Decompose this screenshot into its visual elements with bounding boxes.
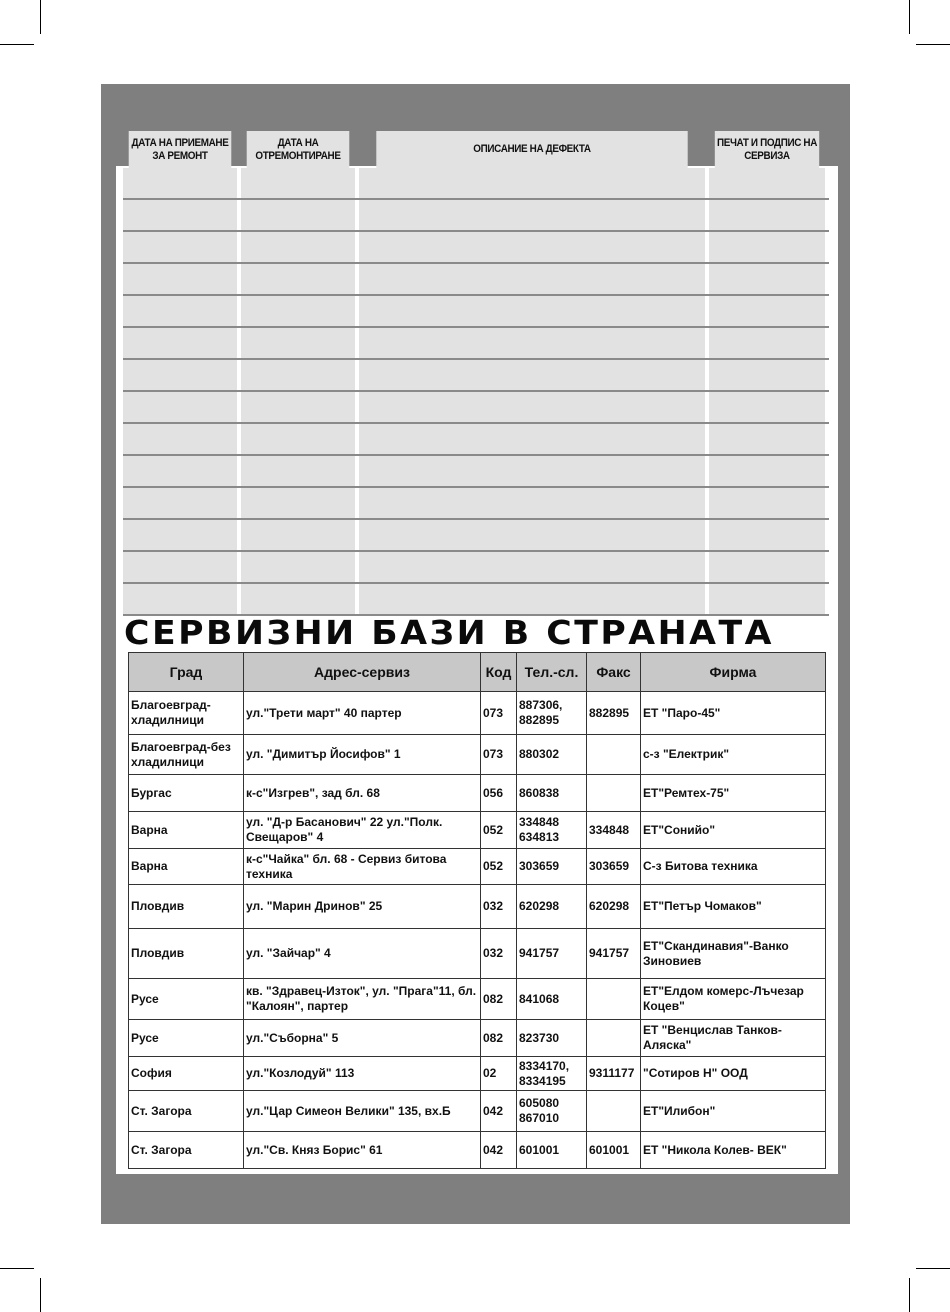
repair-log-cell (123, 552, 237, 582)
repair-log-cell (241, 328, 355, 358)
repair-log-cell (123, 424, 237, 454)
cell-fax: 941757 (587, 929, 641, 979)
repair-log-cell (241, 200, 355, 230)
cell-fax: 601001 (587, 1132, 641, 1169)
cell-fax: 620298 (587, 885, 641, 929)
crop-mark (0, 44, 34, 45)
column-header-phone: Тел.-сл. (517, 653, 587, 692)
repair-log-cell (241, 360, 355, 390)
cell-city: Благоевград-без хладилници (129, 735, 244, 775)
table-row (129, 692, 826, 735)
repair-log-cell (709, 584, 825, 614)
repair-log-cell (359, 552, 705, 582)
table-row (129, 1057, 826, 1091)
cell-phone: 303659 (517, 849, 587, 885)
repair-log-cell (123, 264, 237, 294)
repair-log-cell (359, 296, 705, 326)
cell-fax: 303659 (587, 849, 641, 885)
repair-log-cell (709, 392, 825, 422)
repair-log-cell (123, 392, 237, 422)
repair-log-cell (241, 392, 355, 422)
crop-mark (916, 44, 950, 45)
repair-log-cell (123, 328, 237, 358)
crop-mark (40, 0, 41, 34)
cell-company: ЕТ"Петър Чомаков" (641, 885, 826, 929)
cell-phone: 601001 (517, 1132, 587, 1169)
cell-phone: 334848 634813 (517, 812, 587, 849)
repair-log-cell (123, 296, 237, 326)
cell-city: Благоевград-хладилници (129, 692, 244, 735)
cell-company: ЕТ"Ремтех-75" (641, 775, 826, 812)
cell-city: Русе (129, 979, 244, 1020)
repair-log-cell (123, 520, 237, 550)
cell-company: ЕТ"Илибон" (641, 1091, 826, 1132)
repair-log-cell (241, 552, 355, 582)
cell-city: Бургас (129, 775, 244, 812)
cell-code: 02 (481, 1057, 517, 1091)
repair-log-cell (359, 520, 705, 550)
cell-fax (587, 775, 641, 812)
repair-log-cell (123, 488, 237, 518)
cell-company: ЕТ"Елдом комерс-Лъчезар Коцев" (641, 979, 826, 1020)
repair-log-cell (709, 264, 825, 294)
cell-company: ЕТ"Сонийо" (641, 812, 826, 849)
crop-mark (909, 0, 910, 34)
cell-phone: 620298 (517, 885, 587, 929)
repair-log-row (123, 360, 829, 392)
repair-log-cell (359, 264, 705, 294)
cell-fax (587, 1091, 641, 1132)
cell-code: 082 (481, 1020, 517, 1057)
repair-log-cell (359, 456, 705, 486)
service-bases-table (128, 652, 826, 1169)
cell-phone: 605080 867010 (517, 1091, 587, 1132)
cell-address: ул. "Д-р Басанович" 22 ул."Полк. Свещаров" 4 (244, 812, 481, 849)
repair-log-cell (241, 232, 355, 262)
repair-log-row (123, 520, 829, 552)
repair-log-header (123, 131, 829, 168)
cell-address: ул. "Марин Дринов" 25 (244, 885, 481, 929)
cell-code: 032 (481, 929, 517, 979)
cell-code: 073 (481, 692, 517, 735)
crop-mark (40, 1278, 41, 1312)
cell-fax (587, 1020, 641, 1057)
repair-log-cell (359, 488, 705, 518)
cell-city: Варна (129, 812, 244, 849)
cell-company: с-з "Електрик" (641, 735, 826, 775)
table-row (129, 1091, 826, 1132)
cell-city: София (129, 1057, 244, 1091)
repair-log-row (123, 232, 829, 264)
cell-company: "Сотиров Н" ООД (641, 1057, 826, 1091)
cell-company: С-з Битова техника (641, 849, 826, 885)
table-row (129, 1132, 826, 1169)
header-acceptance-date: ДАТА НА ПРИЕМАНЕ ЗА РЕМОНТ (129, 131, 232, 168)
cell-fax: 9311177 (587, 1057, 641, 1091)
cell-phone: 860838 (517, 775, 587, 812)
cell-code: 056 (481, 775, 517, 812)
cell-address: ул. "Димитър Йосифов" 1 (244, 735, 481, 775)
cell-phone: 8334170, 8334195 (517, 1057, 587, 1091)
repair-log-rows (123, 168, 829, 616)
repair-log-cell (241, 488, 355, 518)
repair-log-cell (709, 360, 825, 390)
repair-log-row (123, 328, 829, 360)
cell-address: ул."Цар Симеон Велики" 135, вх.Б (244, 1091, 481, 1132)
table-row (129, 1020, 826, 1057)
repair-log-row (123, 584, 829, 616)
repair-log-row (123, 168, 829, 200)
cell-code: 052 (481, 812, 517, 849)
repair-log-row (123, 296, 829, 328)
cell-code: 032 (481, 885, 517, 929)
repair-log-row (123, 424, 829, 456)
cell-address: ул."Трети март" 40 партер (244, 692, 481, 735)
repair-log-cell (359, 200, 705, 230)
repair-log-cell (359, 168, 705, 198)
repair-log-row (123, 488, 829, 520)
cell-address: к-с"Изгрев", зад бл. 68 (244, 775, 481, 812)
repair-log-row (123, 456, 829, 488)
table-row (129, 812, 826, 849)
cell-company: ЕТ "Никола Колев- ВЕК" (641, 1132, 826, 1169)
cell-city: Пловдив (129, 929, 244, 979)
table-header-row (129, 653, 826, 692)
repair-log-row (123, 264, 829, 296)
repair-log-cell (709, 488, 825, 518)
cell-code: 073 (481, 735, 517, 775)
cell-address: к-с"Чайка" бл. 68 - Сервиз битова техника (244, 849, 481, 885)
header-service-stamp: ПЕЧАТ И ПОДПИС НА СЕРВИЗА (715, 131, 819, 168)
cell-code: 082 (481, 979, 517, 1020)
repair-log-cell (709, 328, 825, 358)
header-repair-date: ДАТА НА ОТРЕМОНТИРАНЕ (247, 131, 350, 168)
cell-city: Ст. Загора (129, 1132, 244, 1169)
table-row (129, 929, 826, 979)
repair-log-cell (359, 328, 705, 358)
repair-log-table (123, 131, 829, 616)
table-row (129, 885, 826, 929)
repair-log-cell (709, 232, 825, 262)
table-row (129, 735, 826, 775)
repair-log-cell (359, 584, 705, 614)
column-header-code: Код (481, 653, 517, 692)
repair-log-cell (709, 552, 825, 582)
repair-log-cell (241, 424, 355, 454)
cell-city: Русе (129, 1020, 244, 1057)
cell-phone: 941757 (517, 929, 587, 979)
table-row (129, 979, 826, 1020)
cell-company: ЕТ"Скандинавия"-Ванко Зиновиев (641, 929, 826, 979)
repair-log-cell (241, 584, 355, 614)
repair-log-cell (709, 296, 825, 326)
repair-log-cell (123, 584, 237, 614)
cell-company: ЕТ "Венцислав Танков-Аляска" (641, 1020, 826, 1057)
repair-log-cell (359, 424, 705, 454)
repair-log-row (123, 200, 829, 232)
cell-code: 042 (481, 1132, 517, 1169)
cell-address: ул."Св. Княз Борис" 61 (244, 1132, 481, 1169)
table-row (129, 775, 826, 812)
column-header-company: Фирма (641, 653, 826, 692)
repair-log-cell (123, 232, 237, 262)
column-header-fax: Факс (587, 653, 641, 692)
cell-phone: 887306, 882895 (517, 692, 587, 735)
repair-log-cell (241, 296, 355, 326)
crop-mark (916, 1268, 950, 1269)
cell-city: Ст. Загора (129, 1091, 244, 1132)
repair-log-cell (709, 520, 825, 550)
repair-log-cell (241, 264, 355, 294)
cell-fax: 882895 (587, 692, 641, 735)
crop-mark (0, 1268, 34, 1269)
cell-code: 052 (481, 849, 517, 885)
repair-log-row (123, 392, 829, 424)
column-header-address: Адрес-сервиз (244, 653, 481, 692)
repair-log-row (123, 552, 829, 584)
column-header-city: Град (129, 653, 244, 692)
cell-address: ул."Козлодуй" 113 (244, 1057, 481, 1091)
cell-code: 042 (481, 1091, 517, 1132)
repair-log-cell (359, 232, 705, 262)
repair-log-cell (709, 424, 825, 454)
repair-log-cell (241, 520, 355, 550)
repair-log-cell (123, 456, 237, 486)
repair-log-cell (123, 200, 237, 230)
cell-company: ЕТ "Паро-45" (641, 692, 826, 735)
crop-mark (909, 1278, 910, 1312)
repair-log-cell (241, 456, 355, 486)
cell-address: ул. "Зайчар" 4 (244, 929, 481, 979)
cell-fax: 334848 (587, 812, 641, 849)
repair-log-cell (241, 168, 355, 198)
page-title: СЕРВИЗНИ БАЗИ В СТРАНАТА (124, 613, 774, 652)
cell-fax (587, 979, 641, 1020)
cell-address: ул."Съборна" 5 (244, 1020, 481, 1057)
cell-phone: 823730 (517, 1020, 587, 1057)
cell-city: Варна (129, 849, 244, 885)
cell-city: Пловдив (129, 885, 244, 929)
repair-log-cell (359, 392, 705, 422)
service-table-body (129, 692, 826, 1169)
header-defect-description: ОПИСАНИЕ НА ДЕФЕКТА (376, 131, 687, 168)
repair-log-cell (359, 360, 705, 390)
table-row (129, 849, 826, 885)
cell-address: кв. "Здравец-Изток", ул. "Прага"11, бл. "Калоян", партер (244, 979, 481, 1020)
cell-phone: 841068 (517, 979, 587, 1020)
repair-log-cell (123, 168, 237, 198)
repair-log-cell (709, 168, 825, 198)
repair-log-cell (123, 360, 237, 390)
repair-log-cell (709, 200, 825, 230)
cell-phone: 880302 (517, 735, 587, 775)
cell-fax (587, 735, 641, 775)
repair-log-cell (709, 456, 825, 486)
